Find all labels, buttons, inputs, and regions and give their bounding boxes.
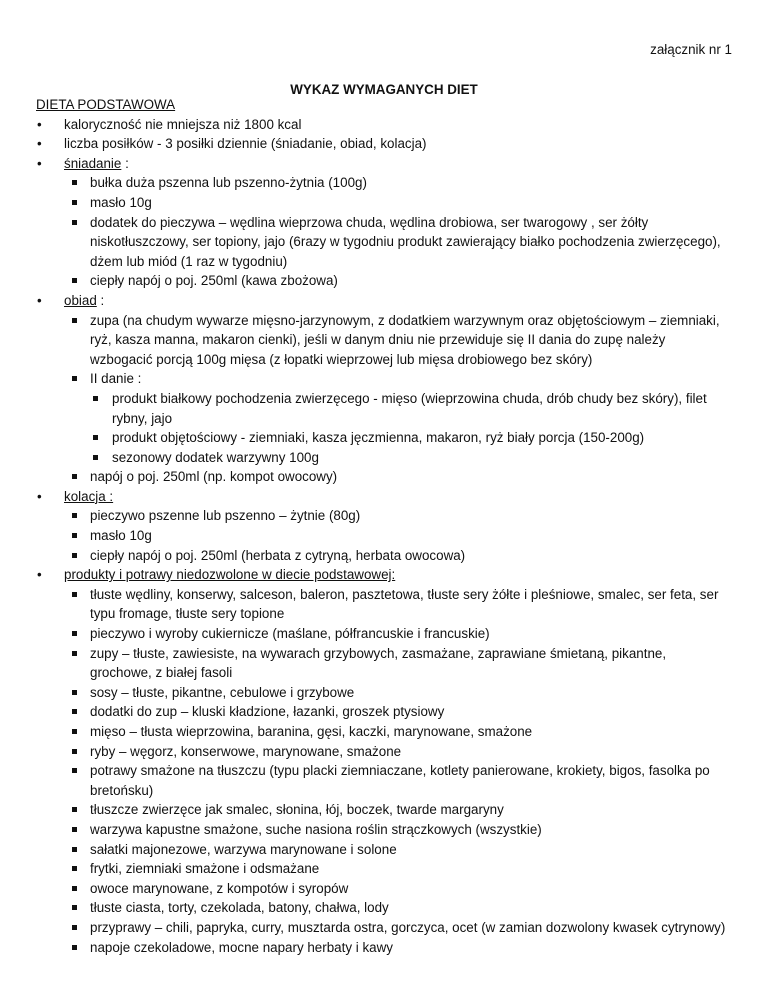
list-item: sosy – tłuste, pikantne, cebulowe i grzybowe — [70, 683, 728, 703]
diet-content — [36, 95, 728, 957]
lunch-list — [70, 311, 728, 487]
list-item: sezonowy dodatek warzywny 100g — [91, 448, 728, 468]
list-item: masło 10g — [70, 526, 728, 546]
list-item: pieczywo i wyroby cukiernicze (maślane, półfrancuskie i francuskie) — [70, 624, 728, 644]
list-item: produkt białkowy pochodzenia zwierzęcego - mięso (wieprzowina chuda, drób chudy bez skóry), filet rybny, jajo — [91, 389, 728, 428]
lunch-label: obiad — [64, 292, 97, 308]
list-item: masło 10g — [70, 193, 728, 213]
dinner-list — [70, 506, 728, 565]
list-item: frytki, ziemniaki smażone i odsmażane — [70, 859, 728, 879]
list-item: mięso – tłusta wieprzowina, baranina, gęsi, kaczki, marynowane, smażone — [70, 722, 728, 742]
second-course-list — [91, 389, 728, 467]
list-item: produkt objętościowy - ziemniaki, kasza jęczmienna, makaron, ryż biały porcja (150-200g) — [91, 428, 728, 448]
list-item-drink: napój o poj. 250ml (np. kompot owocowy) — [70, 467, 728, 487]
list-item-breakfast — [36, 154, 728, 291]
list-item: dodatek do pieczywa – wędlina wieprzowa chuda, wędlina drobiowa, ser twarogowy , ser żółty niskotłuszczowy, ser topiony, jajo (6razy w tygodniu produkt zawierający białko pochodzenia zwierzęcego), dżem lub miód (1 raz w tygodniu) — [70, 213, 728, 272]
list-item-lunch — [36, 291, 728, 487]
list-item-forbidden — [36, 565, 728, 957]
list-item: tłuste ciasta, torty, czekolada, batony, chałwa, lody — [70, 898, 728, 918]
document-title: WYKAZ WYMAGANYCH DIET — [290, 82, 478, 97]
list-item-soup: zupa (na chudym wywarze mięsno-jarzynowym, z dodatkiem warzywnym oraz objętościowym – ziemniaki, ryż, kasza manna, makaron cienki), jeśli w danym dniu nie przewiduje się II dania do zupę należy wzbogacić porcją 100g mięsa (z łopatki wieprzowej lub mięsa drobiowego bez skóry) — [70, 311, 728, 370]
appendix-label: załącznik nr 1 — [650, 42, 732, 57]
list-item: zupy – tłuste, zawiesiste, na wywarach grzybowych, zasmażane, zaprawiane śmietaną, pikantne, grochowe, z białej fasoli — [70, 644, 728, 683]
diet-main-list — [36, 115, 728, 958]
forbidden-list — [70, 585, 728, 957]
list-item: warzywa kapustne smażone, suche nasiona roślin strączkowych (wszystkie) — [70, 820, 728, 840]
diet-heading: DIETA PODSTAWOWA — [36, 97, 176, 112]
lunch-suffix: : — [96, 292, 105, 308]
list-item: sałatki majonezowe, warzywa marynowane i solone — [70, 840, 728, 860]
list-item: napoje czekoladowe, mocne napary herbaty i kawy — [70, 938, 728, 958]
list-item: owoce marynowane, z kompotów i syropów — [70, 879, 728, 899]
list-item-meals-count: • liczba posiłków - 3 posiłki dziennie (śniadanie, obiad, kolacja) — [36, 134, 728, 154]
breakfast-list — [70, 173, 728, 291]
breakfast-label: śniadanie — [64, 155, 122, 171]
list-item: potrawy smażone na tłuszczu (typu placki ziemniaczane, kotlety panierowane, krokiety, bigos, fasolka po bretońsku) — [70, 761, 728, 800]
list-item-second-course — [70, 369, 728, 467]
list-item: tłuszcze zwierzęce jak smalec, słonina, łój, boczek, twarde margaryny — [70, 800, 728, 820]
list-item: przyprawy – chili, papryka, curry, musztarda ostra, gorczyca, ocet (w zamian dozwolony kwasek cytrynowy) — [70, 918, 728, 938]
second-course-label: II danie : — [90, 371, 142, 387]
list-item: ciepły napój o poj. 250ml (herbata z cytryną, herbata owocowa) — [70, 546, 728, 566]
list-item: tłuste wędliny, konserwy, salceson, baleron, pasztetowa, tłuste sery żółte i pleśniowe, smalec, ser feta, ser typu fromage, tłuste sery topione — [70, 585, 728, 624]
list-item: ryby – węgorz, konserwowe, marynowane, smażone — [70, 742, 728, 762]
list-item: dodatki do zup – kluski kładzione, łazanki, groszek ptysiowy — [70, 702, 728, 722]
list-item-dinner — [36, 487, 728, 565]
list-item-calories: • kaloryczność nie mniejsza niż 1800 kcal — [36, 115, 728, 135]
breakfast-suffix: : — [121, 155, 129, 171]
list-item: ciepły napój o poj. 250ml (kawa zbożowa) — [70, 271, 728, 291]
forbidden-label: produkty i potrawy niedozwolone w diecie podstawowej: — [64, 567, 396, 583]
dinner-label: kolacja : — [64, 488, 114, 504]
list-item: bułka duża pszenna lub pszenno-żytnia (100g) — [70, 173, 728, 193]
list-item: pieczywo pszenne lub pszenno – żytnie (80g) — [70, 506, 728, 526]
